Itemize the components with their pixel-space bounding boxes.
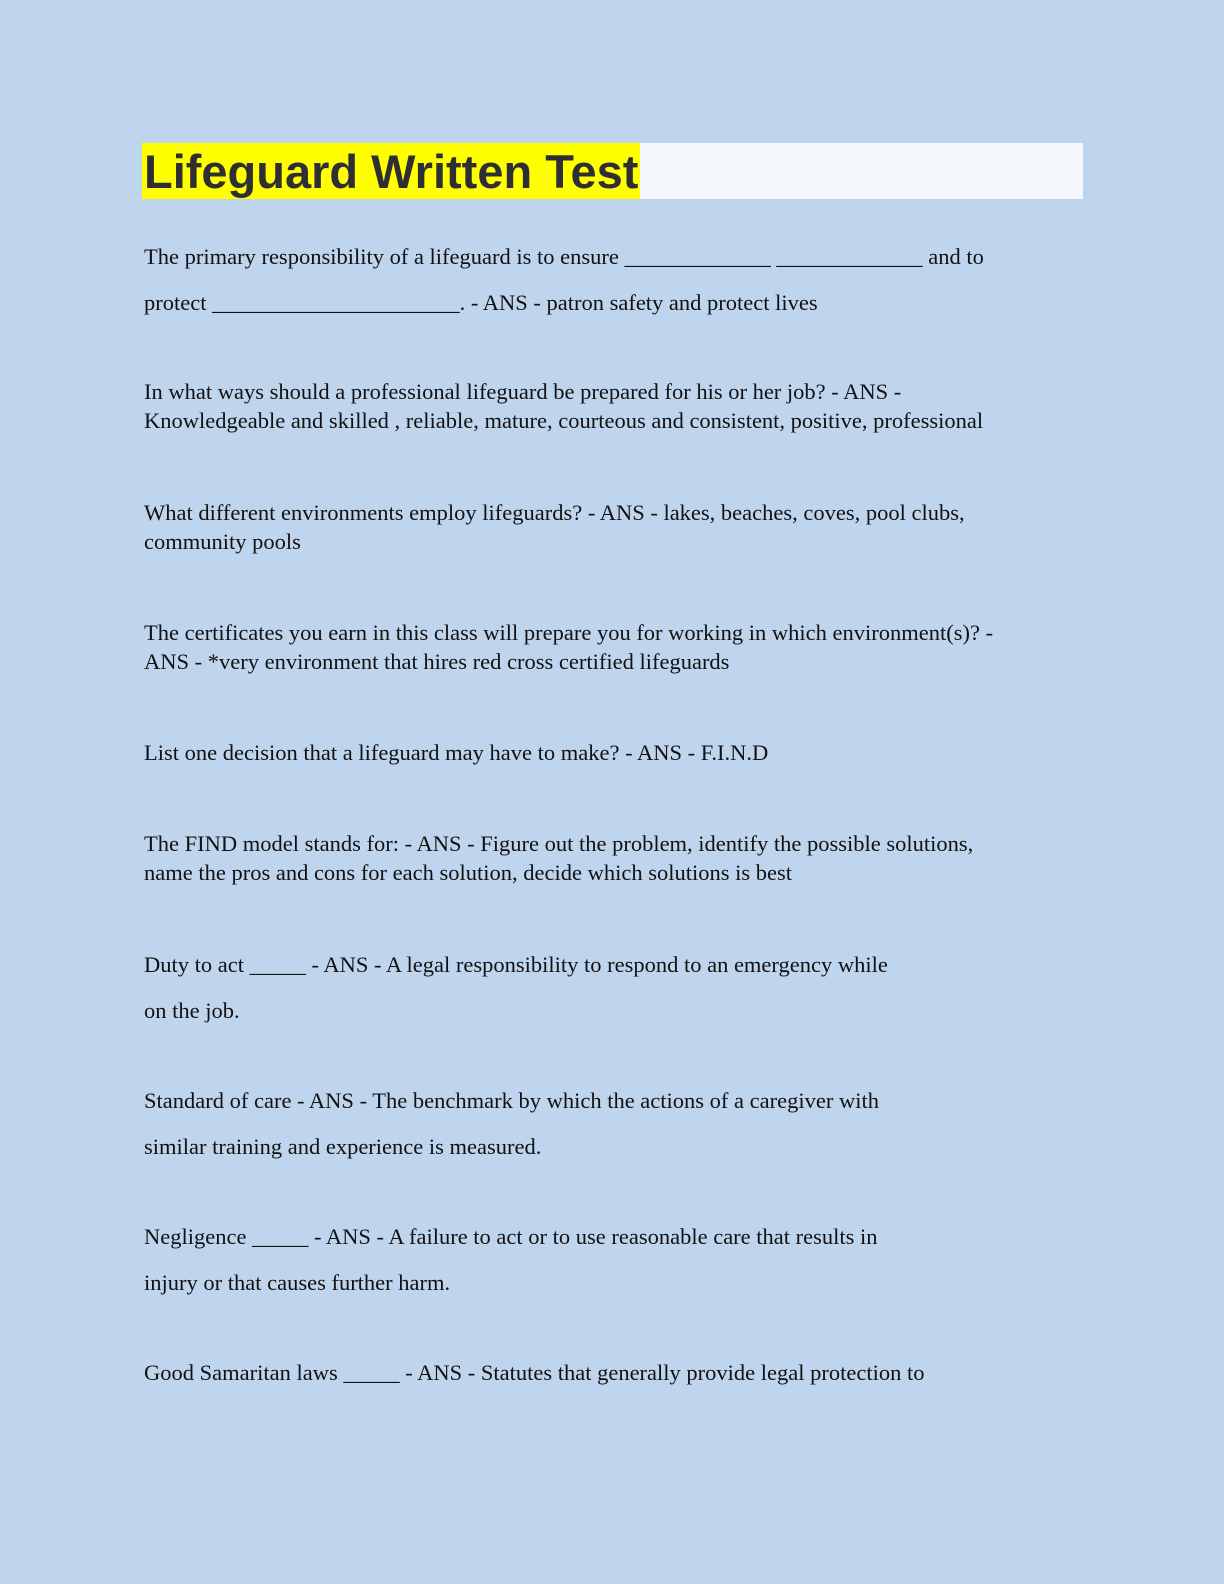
- page-title: Lifeguard Written Test: [144, 145, 639, 198]
- qa-item-7-line-1: Duty to act _____ - ANS - A legal responsibility to respond to an emergency while: [144, 952, 888, 977]
- qa-item-9: [144, 1214, 1054, 1306]
- qa-item-10-line-1: Good Samaritan laws _____ - ANS - Statutes that generally provide legal protection to: [144, 1360, 925, 1385]
- qa-item-4-line-2: ANS - *very environment that hires red cross certified lifeguards: [144, 649, 730, 674]
- qa-item-2-line-1: In what ways should a professional lifeguard be prepared for his or her job? - ANS -: [144, 379, 902, 404]
- qa-item-6-line-1: The FIND model stands for: - ANS - Figure out the problem, identify the possible solutions,: [144, 831, 974, 856]
- qa-item-8: [144, 1078, 1054, 1170]
- qa-item-9-line-2: injury or that causes further harm.: [144, 1270, 451, 1295]
- qa-item-1-line-1: The primary responsibility of a lifeguard is to ensure _____________ _____________ and to: [144, 244, 984, 269]
- qa-item-4: [144, 618, 1054, 676]
- title-bar: [142, 143, 1083, 199]
- qa-item-5-line-1: List one decision that a lifeguard may have to make? - ANS - F.I.N.D: [144, 740, 769, 765]
- qa-item-3-line-1: What different environments employ lifeguards? - ANS - lakes, beaches, coves, pool clubs,: [144, 500, 965, 525]
- qa-item-7-line-2: on the job.: [144, 998, 240, 1023]
- qa-item-6: [144, 829, 1054, 887]
- qa-item-3: [144, 498, 1054, 556]
- qa-item-5: [144, 738, 1054, 767]
- qa-item-8-line-2: similar training and experience is measured.: [144, 1134, 542, 1159]
- qa-item-3-line-2: community pools: [144, 529, 301, 554]
- qa-item-2-line-2: Knowledgeable and skilled , reliable, mature, courteous and consistent, positive, professional: [144, 408, 984, 433]
- qa-item-8-line-1: Standard of care - ANS - The benchmark by which the actions of a caregiver with: [144, 1088, 879, 1113]
- qa-item-1: [144, 234, 1054, 326]
- qa-item-2: [144, 377, 1054, 435]
- qa-item-9-line-1: Negligence _____ - ANS - A failure to act or to use reasonable care that results in: [144, 1224, 878, 1249]
- qa-item-10: [144, 1350, 1054, 1396]
- qa-item-1-line-2: protect ______________________. - ANS - patron safety and protect lives: [144, 290, 818, 315]
- qa-item-4-line-1: The certificates you earn in this class will prepare you for working in which environment(s)? -: [144, 620, 994, 645]
- qa-item-6-line-2: name the pros and cons for each solution, decide which solutions is best: [144, 860, 792, 885]
- qa-item-7: [144, 942, 1054, 1034]
